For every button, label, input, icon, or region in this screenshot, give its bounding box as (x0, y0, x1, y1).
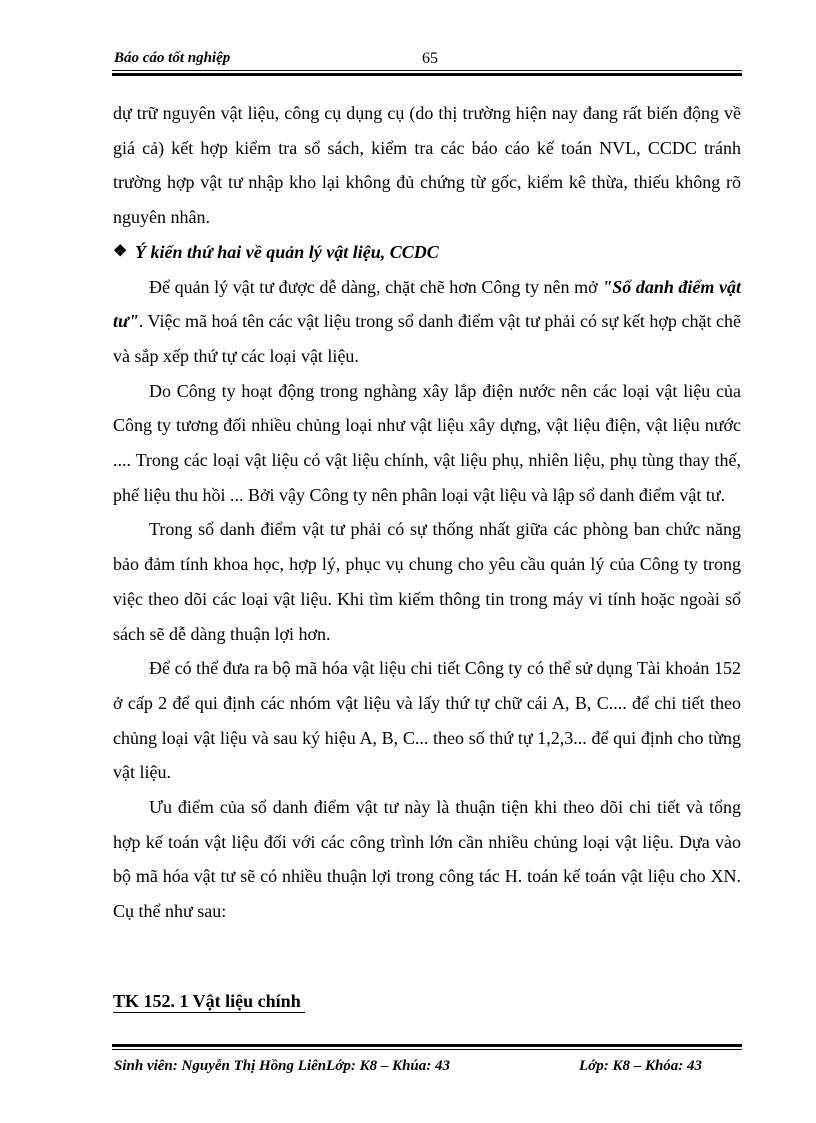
page-footer (112, 1044, 742, 1084)
page-header (112, 46, 742, 76)
paragraph-1: dự trữ nguyên vật liệu, công cụ dụng cụ (do thị trường hiện nay đang rất biến động về giá cả) kết hợp kiểm tra sổ sách, kiểm tra các báo cáo kế toán NVL, CCDC tránh trường hợp vật tư nhập kho lại không đủ chứng từ gốc, kiểm kê thừa, thiếu không rõ nguyên nhân. (113, 103, 741, 228)
body-text (113, 96, 741, 929)
document-title: Báo cáo tốt nghiệp (114, 50, 231, 66)
diamond-bullet-icon: ❖ (113, 242, 128, 260)
paragraph-5: Để có thể đưa ra bộ mã hóa vật liệu chi tiết Công ty có thể sử dụng Tài khoản 152 ở cấp 2 để qui định các nhóm vật liệu và lấy thứ tự chữ cái A, B, C.... để chi tiết theo chủng loại vật liệu và sau ký hiệu A, B, C... theo số thứ tự 1,2,3... để qui định cho từng vật liệu. (113, 658, 741, 783)
page-number: 65 (422, 50, 438, 67)
subheading (113, 235, 741, 270)
section-heading (113, 990, 305, 1013)
footer-student-info: Sinh viên: Nguyễn Thị Hồng LiênLớp: K8 – Khúa: 43 (114, 1058, 451, 1074)
paragraph-6: Ưu điểm của sổ danh điểm vật tư này là thuận tiện khi theo dõi chi tiết và tổng hợp kế toán vật liệu đối với các công trình lớn cần nhiều chủng loại vật liệu. Dựa vào bộ mã hóa vật tư sẽ có nhiều thuận lợi trong công tác H. toán kế toán vật liệu cho XN. Cụ thể như sau: (113, 797, 741, 922)
paragraph-2-start: Để quản lý vật tư được dễ dàng, chặt chẽ hơn Công ty nên mở (149, 276, 603, 297)
paragraph-3: Do Công ty hoạt động trong nghàng xây lắp điện nước nên các loại vật liệu của Công ty tương đối nhiều chủng loại như vật liệu xây dựng, vật liệu điện, vật liệu nước .... Trong các loại vật liệu có vật liệu chính, vật liệu phụ, nhiên liệu, phụ tùng thay thế, phế liệu thu hồi ... Bởi vậy Công ty nên phân loại vật liệu và lập sổ danh điểm vật tư. (113, 380, 741, 505)
subheading-text: Ý kiến thứ hai về quản lý vật liệu, CCDC (135, 241, 439, 262)
header-rule-thin (112, 70, 742, 71)
ledger-name-emphasis: "Sổ danh điểm vật tư" (113, 276, 741, 332)
footer-rule-thick (112, 1044, 742, 1047)
header-rule-thick (112, 73, 742, 76)
section-heading-text: TK 152. 1 Vật liệu chính (113, 990, 305, 1013)
footer-class-info: Lớp: K8 – Khóa: 43 (579, 1058, 703, 1074)
footer-rule-thin (112, 1049, 742, 1050)
paragraph-2-end: . Việc mã hoá tên các vật liệu trong sổ danh điểm vật tư phải có sự kết hợp chặt chẽ và sắp xếp thứ tự các loại vật liệu. (113, 311, 741, 366)
paragraph-2 (113, 270, 741, 374)
paragraph-4: Trong sổ danh điểm vật tư phải có sự thống nhất giữa các phòng ban chức năng bảo đảm tính khoa học, hợp lý, phục vụ chung cho yêu cầu quản lý của Công ty trong việc theo dõi các loại vật liệu. Khi tìm kiếm thông tin trong máy vi tính hoặc ngoài sổ sách sẽ dễ dàng thuận lợi hơn. (113, 519, 741, 644)
